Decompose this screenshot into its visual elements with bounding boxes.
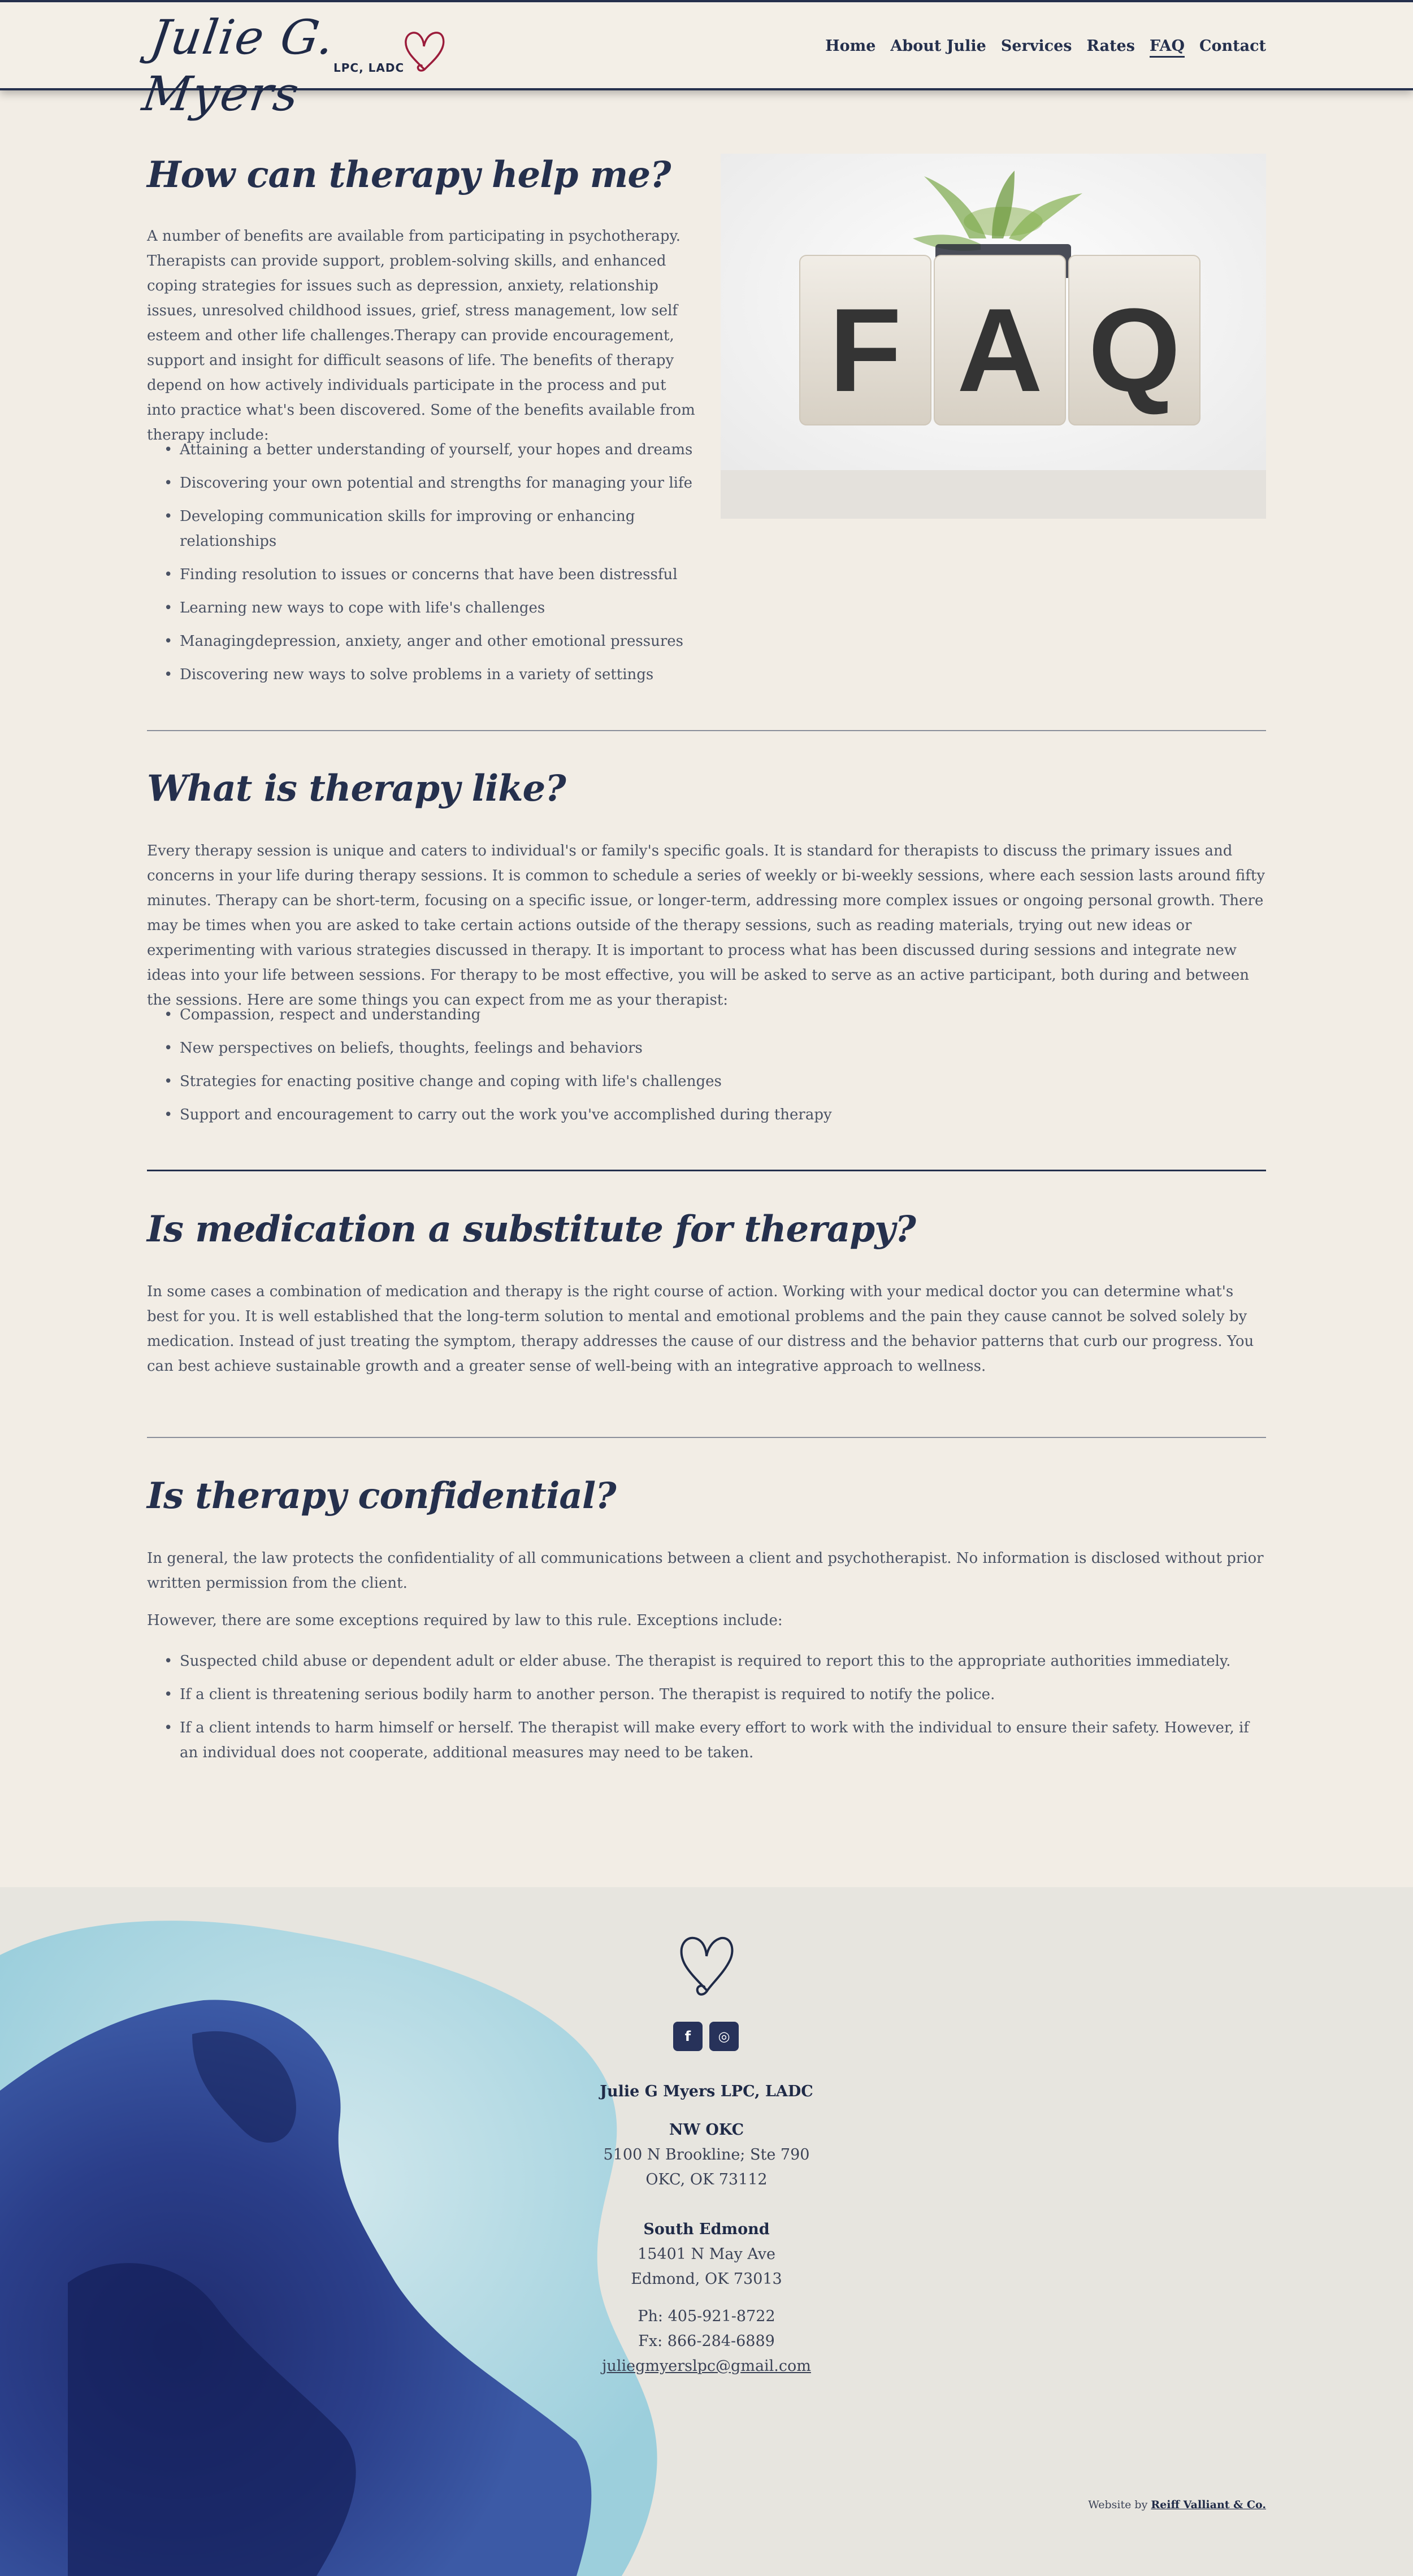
confidential-p1: In general, the law protects the confidentiality of all communications between a client and psychotherapist. No information is disclosed without prior written permission from the client. <box>147 1550 1264 1592</box>
medication-body: In some cases a combination of medication and therapy is the right course of action. Working with your medical doctor you can determine what's best for you. It is well established that the long-term solution to mental and emotional problems and the pain they cause cannot be solved solely by medication. Instead of just treating the symptom, therapy addresses the cause of our distress and the behavior patterns that curb our progress. You can best achieve sustainable growth and a greater sense of well-being with an integrative approach to wellness. <box>147 1283 1254 1375</box>
list-item: • Suspected child abuse or dependent adult or elder abuse. The therapist is required to report this to the appropriate authorities immediately. <box>147 1649 1266 1674</box>
logo-name: Julie G. Myers <box>139 10 339 121</box>
section-title-like: What is therapy like? <box>147 767 566 810</box>
expectations-list <box>147 1002 1266 1127</box>
email-link-wrap <box>0 2354 1413 2379</box>
social-links <box>673 2022 739 2051</box>
logo-credentials: LPC, LADC <box>333 61 405 75</box>
list-item: • Support and encouragement to carry out the work you've accomplished during therapy <box>147 1102 1266 1127</box>
faq-photo-graphic <box>721 154 1266 519</box>
fax-number: Fx: 866-284-6889 <box>638 2332 775 2350</box>
section-divider <box>147 1170 1266 1171</box>
help-benefits-list <box>147 437 695 687</box>
site-footer <box>0 1887 1413 2576</box>
confidential-p2: However, there are some exceptions required by law to this rule. Exceptions include: <box>147 1612 783 1629</box>
list-item: • Compassion, respect and understanding <box>147 1002 1266 1027</box>
section-title-medication: Is medication a substitute for therapy? <box>147 1208 916 1250</box>
list-item: • If a client intends to harm himself or herself. The therapist will make every effort to work with the individual to ensure their safety. However, if an individual does not cooperate, additional measures may need to be taken. <box>147 1715 1266 1765</box>
location-south-edmond-city: Edmond, OK 73013 <box>631 2270 782 2288</box>
nav-contact[interactable]: Contact <box>1199 37 1266 55</box>
section-title-help: How can therapy help me? <box>147 154 671 196</box>
list-item: • If a client is threatening serious bodily harm to another person. The therapist is required to notify the police. <box>147 1682 1266 1707</box>
section-divider <box>147 730 1266 731</box>
list-item: • Managingdepression, anxiety, anger and other emotional pressures <box>147 629 695 654</box>
list-item: • Learning new ways to cope with life's challenges <box>147 596 695 620</box>
facebook-icon[interactable]: f <box>673 2022 703 2051</box>
site-logo[interactable] <box>139 9 452 121</box>
nav-about-julie[interactable]: About Julie <box>890 37 986 55</box>
main-nav <box>825 37 1266 58</box>
instagram-icon[interactable]: ◎ <box>709 2022 739 2051</box>
credit-prefix: Website by <box>1088 2499 1148 2511</box>
nav-rates[interactable]: Rates <box>1086 37 1135 55</box>
location-nw-okc-street: 5100 N Brookline; Ste 790 <box>603 2146 810 2164</box>
site-credit <box>1088 2499 1266 2511</box>
location-south-edmond-title: South Edmond <box>643 2221 770 2238</box>
help-intro: A number of benefits are available from participating in psychotherapy. Therapists can provide support, problem-solving skills, and enhanced coping strategies for issues such as depression, anxiety, relationship issues, unresolved childhood issues, grief, stress management, low self esteem and other life challenges.Therapy can provide encouragement, support and insight for difficult seasons of life. The benefits of therapy depend on how actively individuals participate in the process and put into practice what's been discovered. Some of the benefits available from therapy include: <box>147 228 695 444</box>
location-nw-okc-title: NW OKC <box>669 2121 744 2139</box>
nav-home[interactable]: Home <box>825 37 876 55</box>
faq-block-letter: A <box>957 284 1043 416</box>
faq-block-letter: Q <box>1088 284 1181 416</box>
email-link[interactable]: juliegmyerslpc@gmail.com <box>602 2357 811 2375</box>
business-name: Julie G Myers LPC, LADC <box>600 2083 813 2100</box>
list-item: • New perspectives on beliefs, thoughts, feelings and behaviors <box>147 1036 1266 1061</box>
location-nw-okc-city: OKC, OK 73112 <box>645 2171 768 2188</box>
exceptions-list <box>147 1649 1266 1765</box>
nav-faq[interactable]: FAQ <box>1150 37 1185 58</box>
list-item: • Finding resolution to issues or concerns that have been distressful <box>147 562 695 587</box>
phone-number[interactable]: Ph: 405-921-8722 <box>638 2308 775 2325</box>
list-item: • Discovering new ways to solve problems in a variety of settings <box>147 662 695 687</box>
heart-icon <box>402 24 447 72</box>
nav-services[interactable]: Services <box>1000 37 1072 55</box>
section-title-confidential: Is therapy confidential? <box>147 1475 616 1517</box>
location-south-edmond-street: 15401 N May Ave <box>638 2245 775 2263</box>
credit-link[interactable]: Reiff Valliant & Co. <box>1151 2499 1266 2511</box>
list-item: • Strategies for enacting positive change and coping with life's challenges <box>147 1069 1266 1094</box>
heart-icon <box>676 1927 737 1999</box>
site-header <box>0 0 1413 121</box>
list-item: • Attaining a better understanding of yourself, your hopes and dreams <box>147 437 695 462</box>
list-item: • Developing communication skills for improving or enhancing relationships <box>147 504 695 554</box>
list-item: • Discovering your own potential and strengths for managing your life <box>147 471 695 496</box>
faq-blocks-image <box>721 154 1266 519</box>
section-divider <box>147 1437 1266 1438</box>
faq-block-letter: F <box>829 284 902 416</box>
like-intro: Every therapy session is unique and caters to individual's or family's specific goals. It is standard for therapists to discuss the primary issues and concerns in your life during therapy sessions. It is common to schedule a series of weekly or bi-weekly sessions, where each session lasts around fifty minutes. Therapy can be short-term, focusing on a specific issue, or longer-term, addressing more complex issues or ongoing personal growth. There may be times when you are asked to take certain actions outside of the therapy sessions, such as reading materials, trying out new ideas or experimenting with various strategies discussed in therapy. It is important to process what has been discussed during sessions and integrate new ideas into your life between sessions. For therapy to be most effective, you will be asked to serve as an active participant, both during and between the sessions. Here are some things you can expect from me as your therapist: <box>147 842 1265 1009</box>
